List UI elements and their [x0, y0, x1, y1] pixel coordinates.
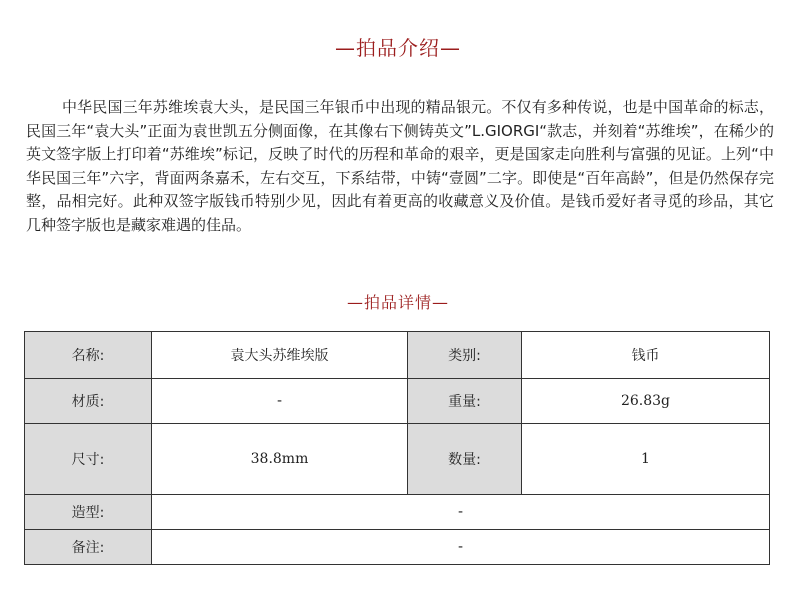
intro-paragraph: 中华民国三年苏维埃袁大头，是民国三年银币中出现的精品银元。不仅有多种传说，也是中国革命的标志，民国三年“袁大头”正面为袁世凯五分侧面像，在其像右下侧铸英文”L.GIORGI“款志，并刻着“苏维埃”，在稀少的英文签字版上打印着“苏维埃”标记，反映了时代的历程和革命的艰辛，更是国家走向胜利与富强的见证。上列“中华民国三年”六字，背面两条嘉禾，左右交互，下系结带，中铸“壹圆”二字。即使是“百年高龄”，但是仍然保存完整，品相完好。此种双签字版钱币特别少见，因此有着更高的收藏意义及价值。是钱币爱好者寻觅的珍品，其它几种签字版也是藏家难遇的佳品。 — [26, 98, 774, 234]
table-row — [25, 332, 770, 379]
table-row — [25, 424, 770, 495]
intro-section-title: —拍品介绍— — [335, 36, 461, 60]
quantity-value: 1 — [522, 424, 770, 495]
detail-section-title: —拍品详情— — [346, 293, 449, 312]
name-label: 名称: — [25, 332, 152, 379]
weight-label: 重量: — [408, 379, 522, 424]
category-label: 类别: — [408, 332, 522, 379]
size-value: 38.8mm — [152, 424, 408, 495]
quantity-label: 数量: — [408, 424, 522, 495]
table-row — [25, 495, 770, 530]
table-row — [25, 530, 770, 565]
remark-value: - — [152, 530, 770, 565]
shape-label: 造型: — [25, 495, 152, 530]
size-label: 尺寸: — [25, 424, 152, 495]
detail-table — [24, 331, 770, 565]
category-value: 钱币 — [522, 332, 770, 379]
weight-value: 26.83g — [522, 379, 770, 424]
shape-value: - — [152, 495, 770, 530]
name-value: 袁大头苏维埃版 — [152, 332, 408, 379]
remark-label: 备注: — [25, 530, 152, 565]
material-label: 材质: — [25, 379, 152, 424]
table-row — [25, 379, 770, 424]
material-value: - — [152, 379, 408, 424]
